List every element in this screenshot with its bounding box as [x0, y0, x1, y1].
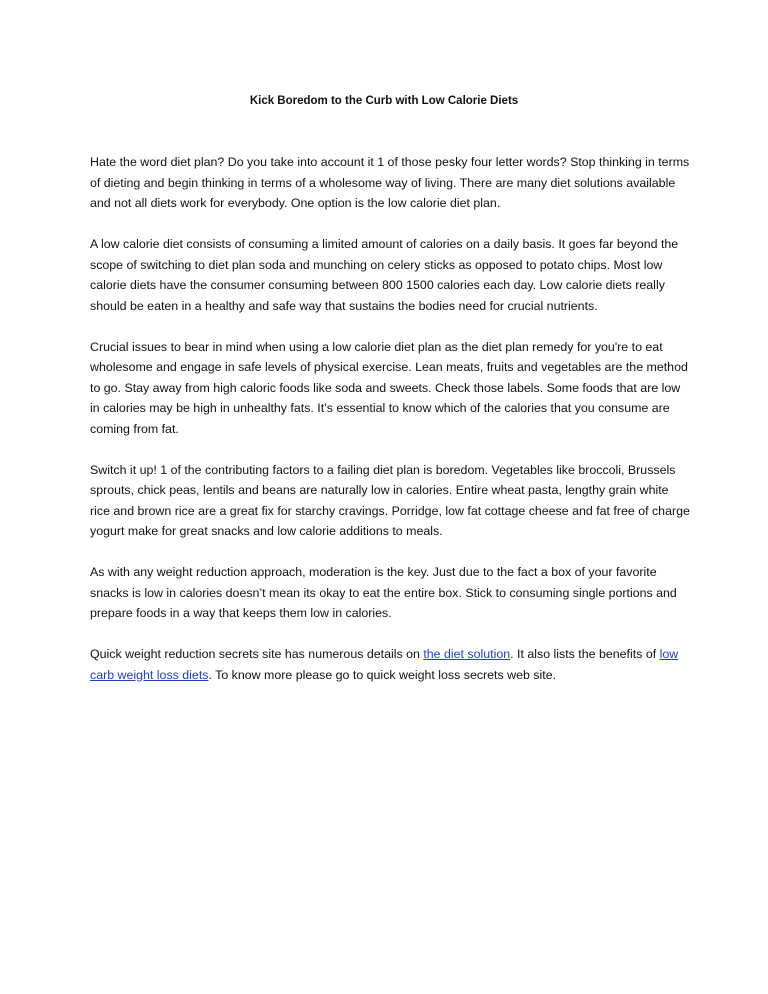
paragraph-6-text-2: . It also lists the benefits of: [510, 647, 660, 661]
paragraph-6: [90, 644, 690, 685]
paragraph-1: Hate the word diet plan? Do you take into account it 1 of those pesky four letter words? Stop thinking in terms of dieting and begin thinking in terms of a wholesome way of living. There are many diet solutions available and not all diets work for everybody. One option is the low calorie diet plan.: [90, 155, 690, 210]
diet-solution-link[interactable]: the diet solution: [423, 647, 511, 661]
paragraph-6-text-3: . To know more please go to quick weight loss secrets web site.: [208, 667, 557, 682]
low-carb-diets-link[interactable]: low carb weight loss diets: [90, 647, 679, 682]
paragraph-5: As with any weight reduction approach, moderation is the key. Just due to the fact a box of your favorite snacks is low in calories doesn’t mean its okay to eat the entire box. Stick to consuming single portions and prepare foods in a way that keeps them low in calories.: [90, 565, 677, 620]
paragraph-6-text-1: Quick weight reduction secrets site has numerous details on: [90, 647, 424, 661]
paragraph-2: A low calorie diet consists of consuming a limited amount of calories on a daily basis. It goes far beyond the scope of switching to diet plan soda and munching on celery sticks as opposed to potato chips. Most low calorie diets have the consumer consuming between 800 1500 calories each day. Low calorie diets really should be eaten in a healthy and safe way that sustains the bodies need for crucial nutrients.: [90, 237, 679, 313]
document-body: [90, 152, 690, 706]
paragraph-4: Switch it up! 1 of the contributing factors to a failing diet plan is boredom. Vegetables like broccoli, Brussels sprouts, chick peas, lentils and beans are naturally low in calories. Entire wheat pasta, lengthy grain white rice and brown rice are a great fix for starchy cravings. Porridge, low fat cottage cheese and fat free of charge yogurt make for great snacks and low calorie additions to meals.: [90, 462, 690, 538]
document-title: Kick Boredom to the Curb with Low Calorie Diets: [249, 95, 519, 107]
paragraph-3: Crucial issues to bear in mind when using a low calorie diet plan as the diet plan remedy for you're to eat wholesome and engage in safe levels of physical exercise. Lean meats, fruits and vegetables are the method to go. Stay away from high caloric foods like soda and sweets. Check those labels. Some foods that are low in calories may be high in unhealthy fats. It’s essential to know which of the calories that you consume are coming from fat.: [90, 339, 688, 436]
